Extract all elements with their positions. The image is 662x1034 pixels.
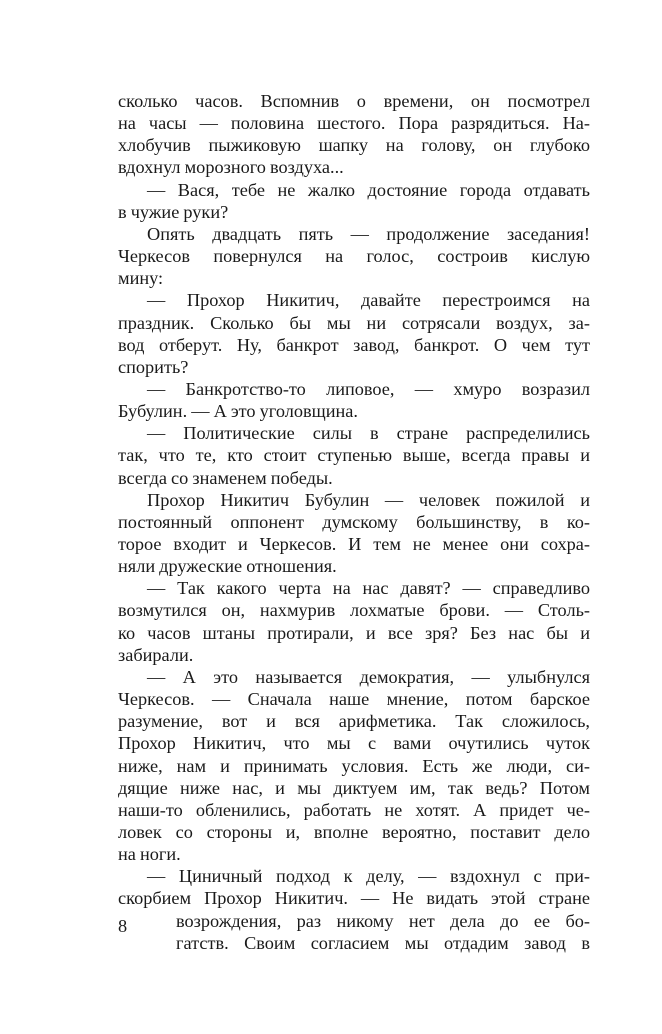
text-line: — Так какого черта на нас давят? — справедливо [147,578,590,599]
text-line: разумение, вот и вся арифметика. Так сложилось, [118,711,590,732]
text-line: праздник. Сколько бы мы ни сотрясали воздух, за- [118,312,590,333]
text-line: хлобучив пыжиковую шапку на голову, он глубоко [118,135,590,156]
text-line: няли дружеские отношения. [118,556,337,577]
text-line: вод отберут. Ну, банкрот завод, банкрот. О чем тут [118,334,590,355]
text-line: возмутился он, нахмурив лохматые брови. — Столь- [118,600,590,621]
text-line: торое входит и Черкесов. И тем не менее они сохра- [118,534,590,554]
text-line: на ноги. [118,844,181,865]
text-line: — Прохор Никитич, давайте перестроимся на [147,290,590,311]
text-line: — Банкротство-то липовое, — хмуро возразил [147,378,590,399]
text-line: мину: [118,268,164,289]
text-line: Черкесов. — Сначала наше мнение, потом барское [118,689,590,710]
text-line: Бубулин. — А это уголовщина. [118,401,358,422]
text-line: вдохнул морозного воздуха... [118,157,344,178]
text-line: сколько часов. Вспомнив о времени, он посмотрел [118,91,590,111]
text-line: на часы — половина шестого. Пора разрядиться. На- [118,113,590,134]
page-number: 8 [118,916,128,936]
text-line: Прохор Никитич Бубулин — человек пожилой и [147,489,590,510]
text-line: спорить? [118,356,189,377]
text-line: — Политические силы в стране распределились [147,423,590,444]
text-line: забирали. [118,644,194,665]
text-line: — Циничный подход к делу, — вздохнул с при- [147,866,590,887]
text-line: — А это называется демократия, — улыбнулся [147,666,590,687]
text-line: ко часов штаны протирали, и все зря? Без нас бы и [118,622,590,643]
text-line: наши-то обленились, работать не хотят. А придет че- [118,799,590,820]
text-line: постоянный оппонент думскому большинству, в ко- [118,511,590,532]
text-line: так, что те, кто стоит ступенью выше, всегда правы и [118,445,590,466]
text-line: Прохор Никитич, что мы с вами очутились чуток [118,733,590,754]
text-line: ловек со стороны и, вполне вероятно, поставит дело [118,821,590,842]
text-line: Опять двадцать пять — продолжение заседания! [147,223,590,244]
text-line: дящие ниже нас, и мы диктуем им, так ведь? Потом [118,777,590,798]
text-line: гатств. Своим согласием мы отдадим завод в [176,932,590,953]
text-line: — Вася, тебе не жалко достояние города отдавать [147,179,590,200]
text-line: Черкесов повернулся на голос, состроив кислую [118,246,590,267]
text-line: в чужие руки? [118,201,229,222]
text-line: возрождения, раз никому нет дела до ее бо- [176,910,590,931]
text-line: ниже, нам и принимать условия. Есть же люди, си- [118,755,590,776]
text-line: всегда со знаменем победы. [118,467,333,488]
text-line: скорбием Прохор Никитич. — Не видать этой стране [118,888,590,909]
